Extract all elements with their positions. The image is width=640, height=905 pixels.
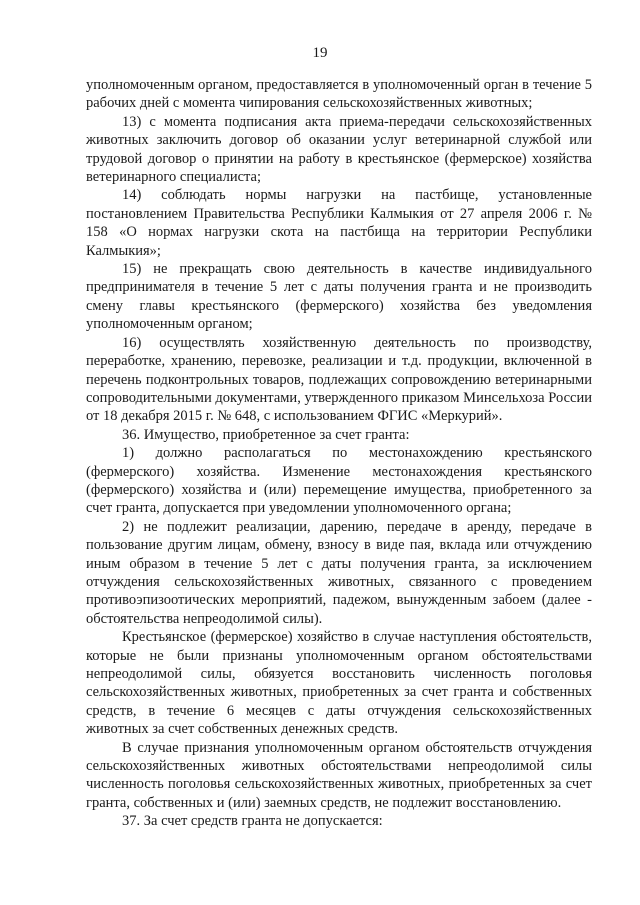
paragraph-clause-37: 37. За счет средств гранта не допускается:	[122, 813, 383, 830]
paragraph-item-15: 15) не прекращать свою деятельность в качестве индивидуального предпринимателя в течение 5 лет с даты получения гранта и не производить смену главы крестьянского (фермерского) хозяйства без уведомления уполномоченным органом;	[86, 261, 592, 333]
page-number: 19	[312, 45, 328, 61]
paragraph-item-13: 13) с момента подписания акта приема-передачи сельскохозяйственных животных заключить договор об оказании услуг ветеринарной службой или трудовой договор о принятии на работу в крестьянское (фермерское) хозяйства ветеринарного специалиста;	[86, 113, 592, 186]
paragraph-item-14: 14) соблюдать нормы нагрузки на пастбище, установленные постановлением Правительства Республики Калмыкия от 27 апреля 2006 г. № 158 «О нормах нагрузки скота на пастбища на территории Республики Калмыкия»;	[86, 187, 592, 259]
paragraph-36-item-2: 2) не подлежит реализации, дарению, передаче в аренду, передаче в пользование другим лицам, обмену, взносу в виде пая, вклада или отчуждению иным образом в течение 5 лет с даты получения гранта, за исключением отчуждения сельскохозяйственных животных, связанного с проведением противоэпизоотических мероприятий, падежом, вынужденным забоем (далее - обстоятельства непреодолимой силы).	[86, 518, 592, 627]
paragraph-force-majeure: В случае признания уполномоченным органом обстоятельств отчуждения сельскохозяйственных животных обстоятельствами непреодолимой силы численность поголовья сельскохозяйственных животных, приобретенных за счет гранта, собственных и (или) заемных средств, не подлежит восстановлению.	[86, 739, 592, 811]
paragraph-36-item-1: 1) должно располагаться по местонахождению крестьянского (фермерского) хозяйства. Изменение местонахождения крестьянского (фермерского) хозяйства и (или) перемещение имущества, приобретенного за счет гранта, допускается при уведомлении уполномоченного органа;	[86, 445, 592, 517]
paragraph-clause-36: 36. Имущество, приобретенное за счет гранта:	[122, 426, 410, 443]
paragraph-item-16: 16) осуществлять хозяйственную деятельность по производству, переработке, хранению, перевозке, реализации и т.д. продукции, включенной в перечень подконтрольных товаров, подлежащих сопровождению ветеринарными сопроводительными документами, утвержденного приказом Минсельхоза России от 18 декабря 2015 г. № 648, с использованием ФГИС «Меркурий».	[86, 334, 592, 425]
document-body	[86, 76, 592, 831]
paragraph-continuation: уполномоченным органом, предоставляется в уполномоченный орган в течение 5 рабочих дней с момента чипирования сельскохозяйственных животных;	[86, 77, 592, 112]
paragraph-restoration: Крестьянское (фермерское) хозяйство в случае наступления обстоятельств, которые не были признаны уполномоченным органом обстоятельствами непреодолимой силы, обязуется восстановить численность поголовья сельскохозяйственных животных, приобретенных за счет гранта и собственных средств, в течение 6 месяцев с даты отчуждения сельскохозяйственных животных за счет собственных денежных средств.	[86, 629, 592, 738]
